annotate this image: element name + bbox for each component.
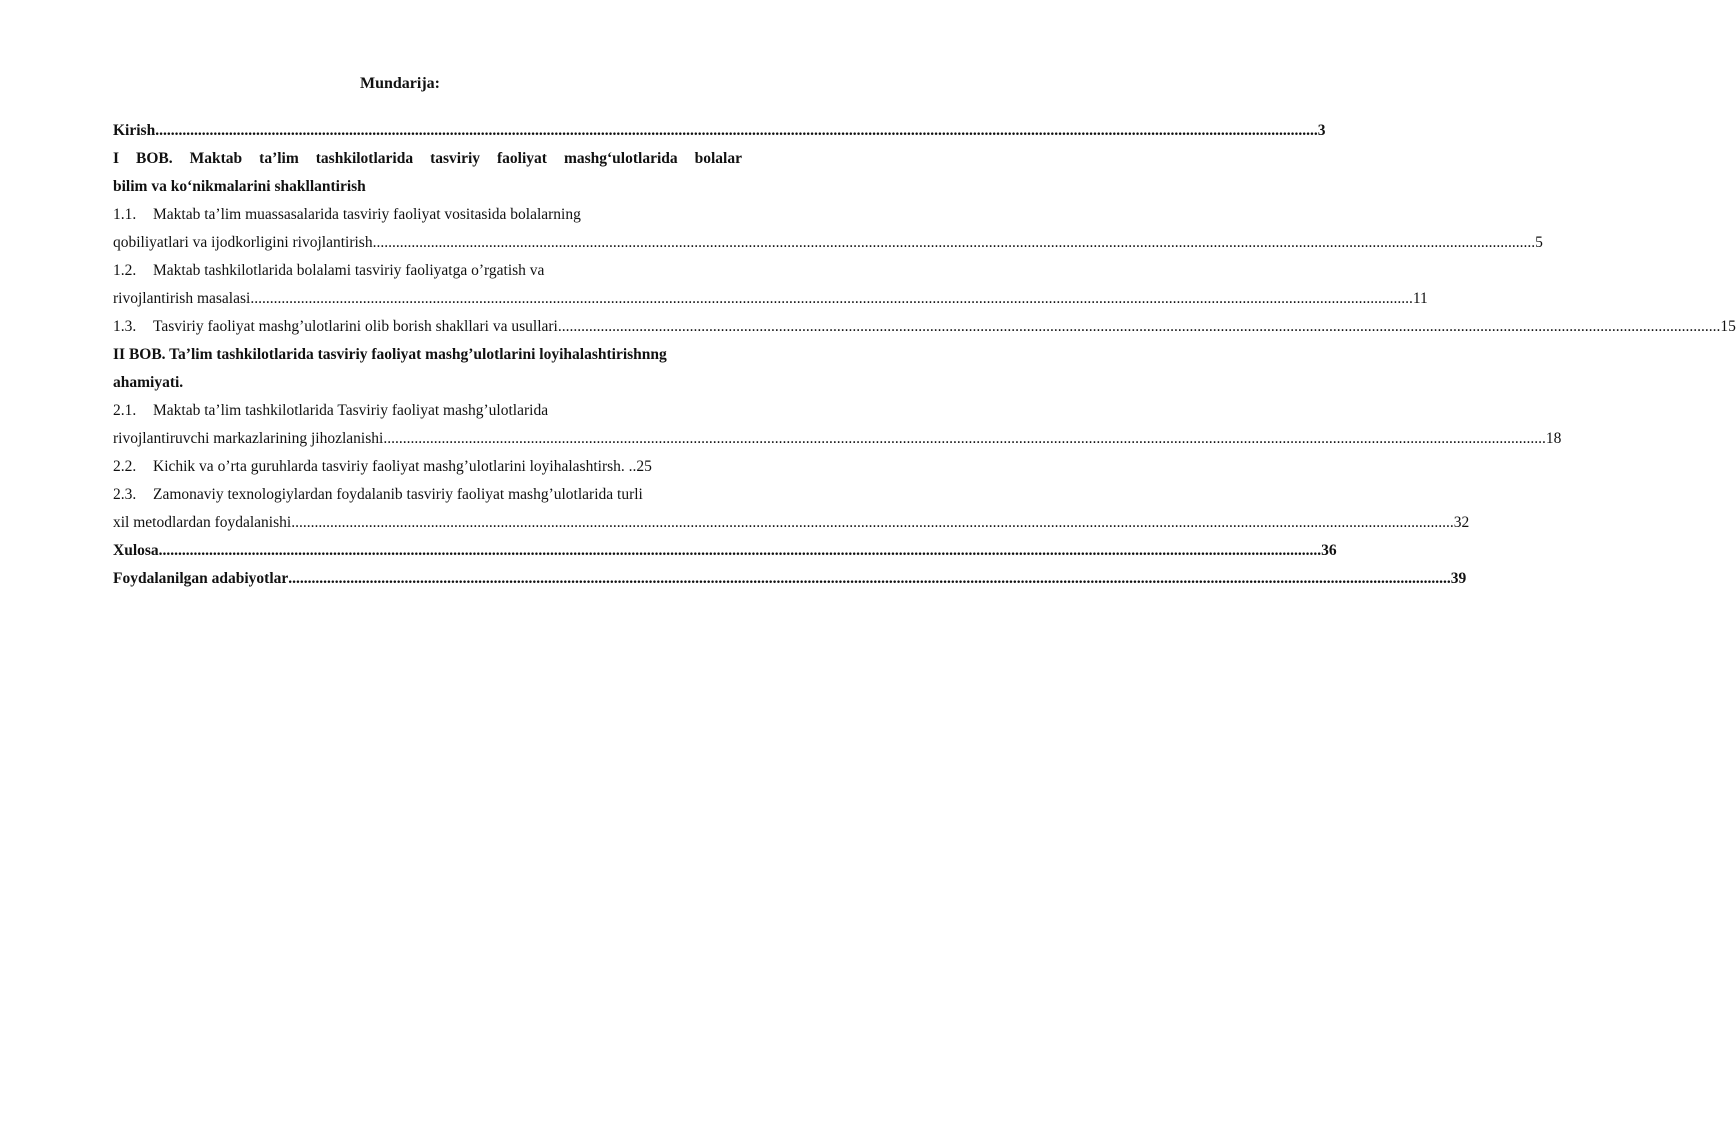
toc-entry-references (113, 565, 1467, 593)
toc-entry-1-3 (113, 313, 1736, 341)
toc-entry-text: Xulosa (113, 542, 159, 559)
toc-entry-number: 1.3. (113, 318, 137, 335)
toc-entry-text: xil metodlardan foydalanishi (113, 514, 292, 531)
toc-page-number: 3 (1317, 122, 1326, 139)
toc-entry-1-1-cont (113, 229, 1543, 257)
toc-entry-number: 1.1. (113, 206, 137, 223)
toc-entry-text: Tasviriy faoliyat mashg’ulotlarini olib borish shakllari va usullari (153, 318, 558, 335)
toc-entry-number: 2.1. (113, 402, 137, 419)
toc-entry-text: Zamonaviy texnologiylardan foydalanib tasviriy faoliyat mashg’ulotlarida turli (153, 486, 643, 503)
toc-page-number: 36 (1321, 542, 1337, 559)
toc-leader-dots (373, 229, 1536, 257)
toc-leader-dots (250, 285, 1413, 313)
toc-leader-dots (558, 313, 1721, 341)
toc-chapter-1-heading-line1: I BOB. Maktab ta’lim tashkilotlarida tasviriy faoliyat mashg‘ulotlarida bolalar (113, 150, 742, 167)
toc-entry-2-3 (113, 481, 742, 509)
toc-chapter-2-heading-line2: ahamiyati. (113, 374, 184, 391)
toc-page-number: 39 (1450, 570, 1467, 587)
toc-entry-text: Foydalanilgan adabiyotlar (113, 570, 289, 587)
toc-entry-text: rivojlantirish masalasi (113, 290, 251, 307)
toc-entry-2-2 (113, 453, 742, 481)
toc-entry-text: rivojlantiruvchi markazlarining jihozlanishi (113, 430, 384, 447)
toc-page-number: 11 (1412, 290, 1428, 307)
toc-chapter-1-heading-line2: bilim va ko‘nikmalarini shakllantirish (113, 178, 366, 195)
toc-entry-1-2-cont (113, 285, 1428, 313)
toc-entry-text: Kichik va o’rta guruhlarda tasviriy faoliyat mashg’ulotlarini loyihalashtirsh. ..25 (153, 458, 652, 475)
toc-entry-kirish (113, 117, 1326, 145)
toc-entry-text: Maktab ta’lim tashkilotlarida Tasviriy faoliyat mashg’ulotlarida (153, 402, 549, 419)
toc-leader-dots (383, 425, 1546, 453)
toc-page-number: 15 (1720, 318, 1736, 335)
toc-page-number: 18 (1545, 430, 1562, 447)
toc-leader-dots (159, 537, 1322, 565)
toc-chapter-2-heading-line1: II BOB. Ta’lim tashkilotlarida tasviriy faoliyat mashg’ulotlarini loyihalashtirishnng (113, 346, 667, 363)
toc-entry-1-1 (113, 201, 742, 229)
toc-page-number: 32 (1453, 514, 1470, 531)
toc-entry-2-1-cont (113, 425, 1562, 453)
page-title: Mundarija: (360, 75, 440, 92)
toc-entry-xulosa (113, 537, 1337, 565)
toc-entry-number: 1.2. (113, 262, 137, 279)
toc-entry-text: qobiliyatlari va ijodkorligini rivojlantirish (113, 234, 373, 251)
table-of-contents (113, 117, 1736, 593)
toc-leader-dots (155, 117, 1318, 145)
toc-leader-dots (291, 509, 1454, 537)
toc-entry-number: 2.2. (113, 458, 137, 475)
toc-entry-text: Maktab ta’lim muassasalarida tasviriy faoliyat vositasida bolalarning (153, 206, 581, 223)
toc-page-number: 5 (1535, 234, 1543, 251)
toc-entry-2-3-cont (113, 509, 1470, 537)
toc-entry-2-1 (113, 397, 742, 425)
toc-entry-1-2 (113, 257, 742, 285)
toc-entry-text: Maktab tashkilotlarida bolalami tasviriy faoliyatga o’rgatish va (153, 262, 545, 279)
toc-entry-number: 2.3. (113, 486, 137, 503)
toc-entry-text: Kirish (113, 122, 156, 139)
toc-leader-dots (288, 565, 1451, 593)
